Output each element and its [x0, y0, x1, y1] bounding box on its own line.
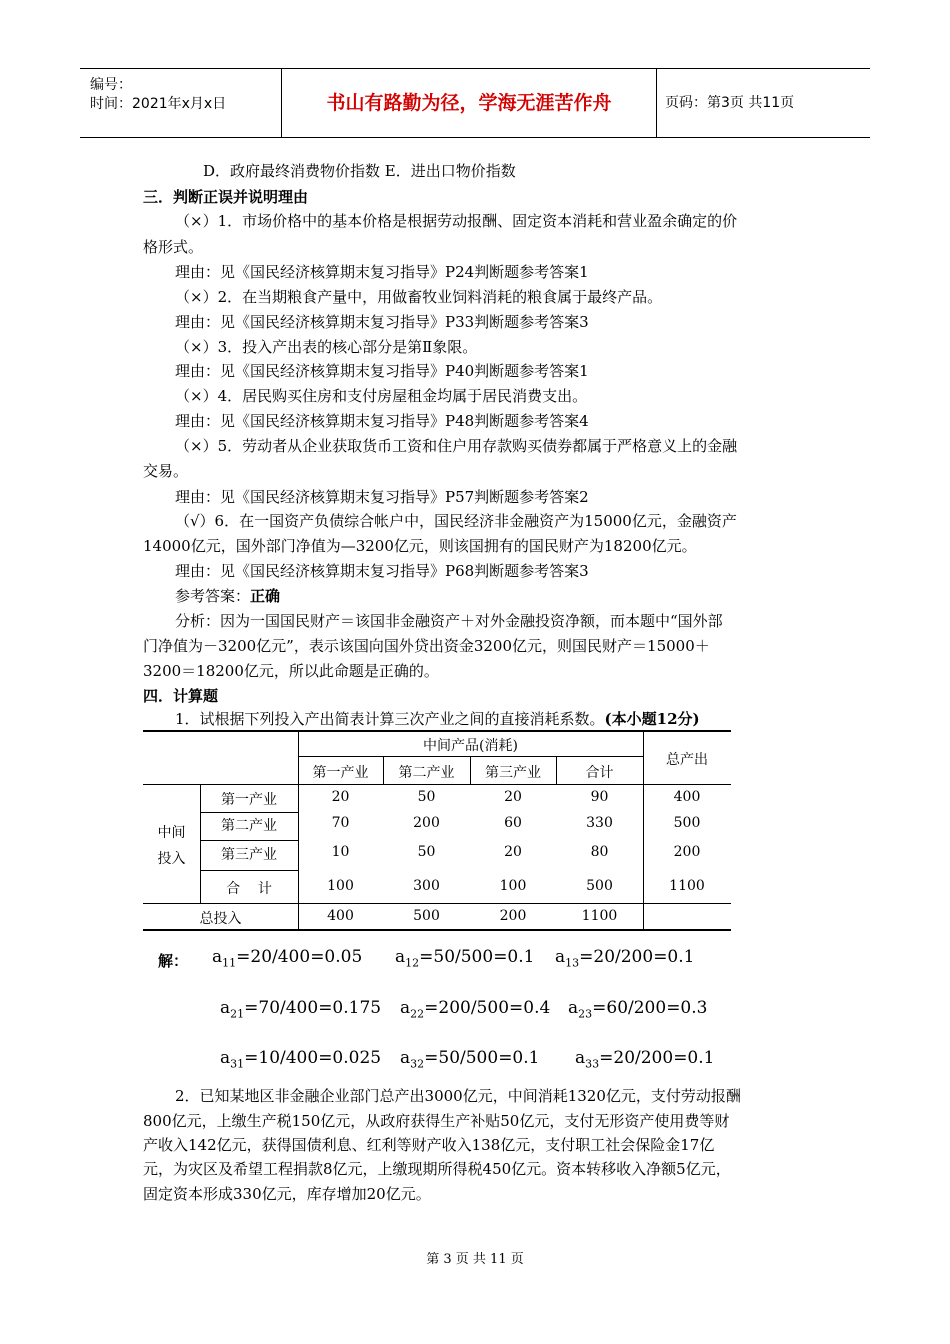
judgement-line: （√）6．在一国资产负债综合帐户中，国民经济非金融资产为15000亿元，金融资产	[175, 512, 737, 530]
row-label: 第三产业	[221, 847, 277, 863]
reference-answer	[175, 585, 280, 606]
question-1-score: (本小题12分)	[604, 710, 700, 728]
table-cell: 20	[504, 789, 522, 805]
reason-line: 理由：见《国民经济核算期末复习指导》P68判断题参考答案3	[175, 562, 589, 580]
reference-answer-label: 参考答案：	[175, 587, 251, 605]
header-motto: 书山有路勤为径，学海无涯苦作舟	[281, 69, 657, 137]
section-3-title: 三．判断正误并说明理由	[143, 188, 309, 206]
coefficient-a21: $a_{21}=70/400=0.175$	[220, 998, 382, 1021]
question-2-line: 固定资本形成330亿元，库存增加20亿元。	[143, 1185, 431, 1203]
mid-product-header: 中间产品(消耗)	[423, 738, 518, 754]
total-input-label: 总投入	[199, 911, 242, 927]
table-cell: 20	[504, 844, 522, 860]
table-cell: 200	[673, 844, 701, 860]
judgement-line: （×）3．投入产出表的核心部分是第Ⅱ象限。	[175, 338, 478, 356]
header-meta	[80, 69, 280, 137]
row-label: 合 计	[226, 881, 272, 897]
col-header: 第三产业	[485, 765, 541, 781]
question-2-line: 2．已知某地区非金融企业部门总产出3000亿元，中间消耗1320亿元，支付劳动报酬	[175, 1087, 741, 1105]
reason-line: 理由：见《国民经济核算期末复习指导》P57判断题参考答案2	[175, 488, 589, 506]
table-cell: 1100	[581, 908, 618, 924]
col-header: 合计	[585, 765, 614, 781]
table-cell: 50	[417, 789, 436, 805]
table-cell: 330	[586, 815, 613, 831]
table-cell: 500	[673, 815, 701, 831]
table-cell: 60	[504, 815, 522, 831]
table-cell: 1100	[669, 878, 705, 894]
question-2-line: 元，为灾区及希望工程捐款8亿元，上缴现期所得税450亿元。资本转移收入净额5亿元，	[143, 1160, 731, 1178]
page-header	[80, 68, 870, 138]
coefficient-a11: $a_{11}=20/400=0.05$	[212, 947, 363, 970]
reason-line: 理由：见《国民经济核算期末复习指导》P33判断题参考答案3	[175, 313, 589, 331]
question-1	[175, 708, 700, 729]
table-cell: 300	[413, 878, 440, 894]
table-cell: 20	[331, 789, 350, 805]
io-table	[143, 730, 731, 931]
coefficient-a13: $a_{13}=20/200=0.1$	[555, 947, 695, 970]
analysis-line: 门净值为－3200亿元”，表示该国向国外贷出资金3200亿元，则国民财产＝15000＋	[143, 637, 710, 655]
table-cell: 200	[499, 908, 527, 924]
table-cell: 500	[586, 878, 613, 894]
section-4-title: 四．计算题	[143, 687, 219, 705]
judgement-line: 格形式。	[143, 238, 204, 256]
table-cell: 200	[413, 815, 440, 831]
coefficient-a22: $a_{22}=200/500=0.4$	[400, 998, 551, 1021]
table-cell: 400	[327, 908, 354, 924]
reason-line: 理由：见《国民经济核算期末复习指导》P48判断题参考答案4	[175, 412, 589, 430]
judgement-line: （×）4．居民购买住房和支付房屋租金均属于居民消费支出。	[175, 387, 588, 405]
coefficient-a32: $a_{32}=50/500=0.1$	[400, 1048, 540, 1071]
total-output-header: 总产出	[666, 752, 708, 768]
header-code: 编号：	[90, 77, 132, 93]
question-2-line: 800亿元，上缴生产税150亿元，从政府获得生产补贴50亿元，支付无形资产使用费等财	[143, 1112, 730, 1130]
row-label: 第一产业	[221, 792, 277, 808]
coefficient-a12: $a_{12}=50/500=0.1$	[395, 947, 535, 970]
row-group-label: 投入	[157, 851, 186, 867]
table-cell: 500	[413, 908, 440, 924]
table-cell: 100	[499, 878, 527, 894]
page-footer: 第 3 页 共 11 页	[426, 1252, 524, 1267]
reference-answer-value: 正确	[250, 587, 281, 605]
table-cell: 10	[331, 844, 350, 860]
reason-line: 理由：见《国民经济核算期末复习指导》P24判断题参考答案1	[175, 263, 589, 281]
header-page-info: 页码：第3页 共11页	[665, 95, 795, 111]
row-group-label: 中间	[157, 825, 186, 841]
analysis-line: 3200＝18200亿元，所以此命题是正确的。	[143, 662, 439, 680]
row-label: 第二产业	[221, 818, 277, 834]
table-cell: 90	[590, 789, 609, 805]
question-2-line: 产收入142亿元，获得国债利息、红利等财产收入138亿元，支付职工社会保险金17亿	[143, 1136, 715, 1154]
col-header: 第一产业	[312, 765, 369, 781]
question-1-text: 1．试根据下列投入产出简表计算三次产业之间的直接消耗系数。	[175, 710, 605, 728]
judgement-line: 14000亿元，国外部门净值为—3200亿元，则该国拥有的国民财产为18200亿元。	[143, 537, 697, 555]
solution-label: 解：	[158, 952, 189, 970]
judgement-line: （×）1．市场价格中的基本价格是根据劳动报酬、固定资本消耗和营业盈余确定的价	[175, 212, 738, 230]
header-date: 时间：2021年x月x日	[90, 96, 227, 112]
coefficient-a31: $a_{31}=10/400=0.025$	[220, 1048, 382, 1071]
table-cell: 70	[331, 815, 350, 831]
table-cell: 50	[417, 844, 436, 860]
judgement-line: （×）2．在当期粮食产量中，用做畜牧业饲料消耗的粮食属于最终产品。	[175, 288, 663, 306]
col-header: 第二产业	[398, 765, 455, 781]
coefficient-a33: $a_{33}=20/200=0.1$	[575, 1048, 715, 1071]
table-cell: 400	[673, 789, 701, 805]
judgement-line: （×）5．劳动者从企业获取货币工资和住户用存款购买债券都属于严格意义上的金融	[175, 437, 738, 455]
table-cell: 100	[327, 878, 354, 894]
analysis-line: 分析：因为一国国民财产＝该国非金融资产＋对外金融投资净额，而本题中“国外部	[175, 612, 723, 630]
options-line: D．政府最终消费物价指数 E．进出口物价指数	[203, 162, 516, 180]
table-cell: 80	[590, 844, 609, 860]
coefficient-a23: $a_{23}=60/200=0.3$	[568, 998, 708, 1021]
judgement-line: 交易。	[143, 462, 189, 480]
reason-line: 理由：见《国民经济核算期末复习指导》P40判断题参考答案1	[175, 362, 589, 380]
